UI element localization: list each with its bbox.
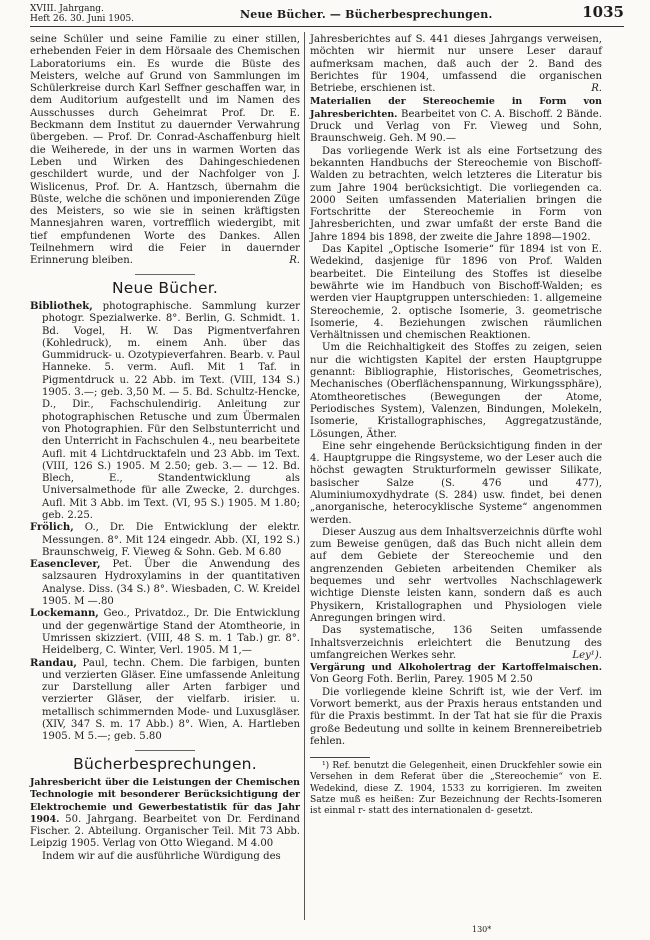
- right-column: [310, 34, 602, 817]
- entry-head: Bibliothek,: [30, 300, 93, 312]
- signature-mark: 130*: [472, 925, 492, 934]
- footnote: ¹) Ref. benutzt die Gelegenheit, einen Druckfehler sowie ein Versehen in dem Referat über die „Stereochemie“ von E. Wedekind, diese Z. 1904, 1533 zu korrigieren. Im zweiten Satze muß es heißen: Zur Bezeichnung der Rechts-Isomeren ist einmal r- statt des internationalen d- gesetzt.: [310, 761, 602, 817]
- entry-text: O., Dr. Die Entwicklung der elektr. Messungen. 8°. Mit 124 eingedr. Abb. (XI, 192 S.) Braunschweig, F. Vieweg & Sohn. Geb. M 6.80: [42, 522, 300, 558]
- book-entry: [30, 301, 300, 522]
- entry-head: Lockemann,: [30, 608, 99, 620]
- review-head: Vergärung und Alkoholertrag der Kartoffelmaischen.: [310, 662, 602, 674]
- header-title: Neue Bücher. — Bücherbesprechungen.: [240, 8, 493, 21]
- review-entry: [310, 662, 602, 687]
- review-entry: [310, 96, 602, 145]
- review-text: 50. Jahrgang. Bearbeitet von Dr. Ferdinand Fischer. 2. Abteilung. Organischer Teil. Mit 73 Abb. Leipzig 1905. Verlag von Otto Wiegand. M 4.00: [30, 813, 300, 850]
- entry-head: Easenclever,: [30, 559, 101, 571]
- issue-label: Heft 26. 30. Juni 1905.: [30, 14, 135, 24]
- review-paragraph: Eine sehr eingehende Berücksichtigung finden in der 4. Hauptgruppe die Ringsysteme, wo der Leser auch die höchst gewagten Strukturformeln gewisser Silikate, basischer Salze (S. 476 und 477), Aluminiumoxydhydrate (S. 284) usw. findet, bei denen „anorganische, heterocyklische Systeme“ angenommen werden.: [310, 440, 602, 526]
- intro-text: seine Schüler und seine Familie zu einer stillen, erhebenden Feier in dem Hörsaale des Chemischen Laboratoriums ein. Es wurde die Büste des Meisters, welche auf Grund von Sammlungen im Schülerkreise durch Karl Seffner geschaffen war, in dem Auditorium aufgestellt und im Namen des Ausschusses durch Geheimrat Prof. Dr. E. Beckmann dem Institut zu dauernder Verwahrung übergeben. — Prof. Dr. Conrad-Aschaffenburg hielt die Weiherede, in der uns in warmen Worten das Leben und Wirken des Dahingeschiedenen geschildert wurde, und der Nachfolger von J. Wislicenus, Prof. Dr. A. Hantzsch, übernahm die Büste, welche die schönen und imponierenden Züge des Meisters, so wie sie in seinen kräftigsten Mannesjahren waren, vortrefflich wiedergibt, mit tief empfundenen Worte des Dankes. Allen Teilnehmern wird die Feier in dauernder Erinnerung bleiben.: [30, 34, 300, 267]
- review-paragraph: Das Kapitel „Optische Isomerie“ für 1894 ist von E. Wedekind, dasjenige für 1896 von Prof. Walden bearbeitet. Die Einteilung des Stoffes ist dieselbe bewährte wie im Handbuch von Bischoff-Walden; es werden vier Hauptgruppen unterschieden: 1. allgemeine Stereochemie, 2. optische Isomerie, 3. geometrische Isomerie, 4. Beziehungen zwischen räumlichen Verhältnissen und chemischen Reaktionen.: [310, 244, 602, 342]
- book-entry: [30, 608, 300, 657]
- entry-head: Frölich,: [30, 522, 74, 534]
- review-paragraph: Indem wir auf die ausführliche Würdigung des: [42, 850, 281, 862]
- page-number: 1035: [582, 3, 624, 21]
- review-head: Materialien der Stereochemie in Form von Jahresberichten.: [310, 96, 602, 120]
- entry-text: photographische. Sammlung kurzer photogr. Spezialwerke. 8°. Berlin, G. Schmidt. 1. Bd. Vogel, H. W. Das Pigmentverfahren (Kohledruck), m. einem Anh. über das Gummidruck- u. Ozotypieverfahren. Bearb. v. Paul Hanneke. 5. verm. Aufl. Mit 1 Taf. in Pigmentdruck u. 22 Abb. im Text. (VIII, 134 S.) 1905. 3.—; geb. 3,50 M. — 5. Bd. Schultz-Hencke, D., Dir., Fachschulendirig. Anleitung zur photographischen Retusche und zum Übermalen von Photographien. Für den Selbstunterricht und den Unterricht in Fachschulen 4., neu bearbeitete Aufl. mit 4 Lichtdrucktafeln und 23 Abb. im Text. (VIII, 126 S.) 1905. M 2.50; geb. 3.— — 12. Bd. Blech, E., Standentwicklung als Universalmethode für alle Zwecke, 2. durchges. Aufl. Mit 3 Abb. im Text. (VI, 95 S.) 1905. M 1.80; geb. 2.25.: [42, 300, 300, 521]
- entry-head: Randau,: [30, 657, 77, 669]
- running-header: [30, 2, 624, 27]
- review-paragraph: Das vorliegende Werk ist als eine Fortsetzung des bekannten Handbuchs der Stereochemie von Bischoff-Walden zu betrachten, welch letzteres die Literatur bis zum Jahre 1904 berücksichtigt. Die vorliegenden ca. 2000 Seiten umfassenden Materialien bringen die Fortschritte der Stereochemie in Form von Jahresberichten, und zwar umfaßt der erste Band die Jahre 1894 bis 1898, der zweite die Jahre 1898—1902.: [310, 145, 602, 243]
- continued-paragraph: [310, 34, 602, 95]
- review-paragraph: Die vorliegende kleine Schrift ist, wie der Verf. im Vorwort bemerkt, aus der Praxis heraus entstanden und für die Praxis bestimmt. In der Tat hat sie für die Praxis große Bedeutung und sollte in keinem Brennereibetrieb fehlen.: [310, 686, 602, 747]
- book-reviews-title: Bücherbesprechungen.: [73, 754, 257, 773]
- left-column: [30, 34, 300, 863]
- review-paragraph: [310, 625, 602, 662]
- new-books-title: Neue Bücher.: [111, 278, 219, 297]
- book-entry: [30, 522, 300, 559]
- review-entry: [30, 777, 300, 851]
- issue-info: [30, 4, 134, 24]
- entry-text: Pet. Über die Anwendung des salzsauren Hydroxylamins in der quantitativen Analyse. Diss. (34 S.) 8°. Wiesbaden, C. W. Kreidel 1905. M —.80: [42, 559, 300, 608]
- review-signature: Ley¹).: [572, 649, 602, 661]
- section-rule: [135, 750, 195, 751]
- intro-paragraph: [30, 34, 300, 268]
- entry-text: Geo., Privatdoz., Dr. Die Entwicklung und der gegenwärtige Stand der Atomtheorie, in Umrissen skizziert. (VIII, 48 S. m. 1 Tab.) gr. 8°. Heidelberg, C. Winter, Verl. 1905. M 1,—: [42, 608, 300, 657]
- volume-label: XVIII. Jahrgang.: [30, 4, 104, 14]
- review-head: Jahresbericht über die Leistungen der Chemischen Technologie mit besonderer Berücksichtigung der Elektrochemie und Gewerbestatistik für das Jahr 1904.: [30, 776, 300, 825]
- continued-signature: R.: [591, 83, 602, 95]
- review-paragraph: Um die Reichhaltigkeit des Stoffes zu zeigen, seien nur die wichtigsten Kapitel der ersten Hauptgruppe genannt: Bibliographie, Historisches, Geometrisches, Mechanisches (Oberflächenspannung, Wirkungssphäre), Atomtheoretisches (Bewegungen der Atome, Periodisches System), Valenzen, Bindungen, Molekeln, Isomerie, Kristallographisches, Aggregatzustände, Lösungen, Äther.: [310, 342, 602, 440]
- column-divider: [304, 32, 305, 920]
- intro-signature: R.: [289, 255, 300, 267]
- review-text: Das systematische, 136 Seiten umfassende Inhaltsverzeichnis erleichtert die Benutzung des umfangreichen Werkes sehr.: [310, 625, 602, 661]
- footnote-rule: [310, 757, 370, 758]
- book-entry: [30, 658, 300, 744]
- review-text: Von Georg Foth. Berlin, Parey. 1905 M 2.50: [310, 674, 533, 686]
- entry-text: Paul, techn. Chem. Die farbigen, bunten und verzierten Gläser. Eine umfassende Anleitung zur Darstellung aller Arten farbiger und verzierter Gläser, der vielfarb. irisier. u. metallisch schimmernden Mode- und Luxusgläser. (XIV, 347 S. m. 17 Abb.) 8°. Wien, A. Hartleben 1905. M 5.—; geb. 5.80: [42, 657, 300, 743]
- book-entry: [30, 559, 300, 608]
- review-paragraph: Dieser Auszug aus dem Inhaltsverzeichnis dürfte wohl zum Beweise genügen, daß das Buch nicht allein dem auf dem Gebiete der Stereochemie und den angrenzenden Gebieten arbeitenden Chemiker als bequemes und sehr wertvolles Nachschlagewerk wichtige Dienste leisten kann, sondern daß es auch Physikern, Kristallographen und Physiologen viele Anregungen bringen wird.: [310, 526, 602, 624]
- continued-text: Jahresberichtes auf S. 441 dieses Jahrgangs verweisen, möchten wir hiermit nur unsere Leser darauf aufmerksam machen, daß auch der 2. Band des Berichtes für 1904, umfassend die organischen Betriebe, erschienen ist.: [310, 34, 602, 95]
- review-text: Bearbeitet von C. A. Bischoff. 2 Bände. Druck und Verlag von Fr. Vieweg und Sohn, Braunschweig. Geh. M 90.—: [310, 108, 602, 145]
- section-rule: [135, 274, 195, 275]
